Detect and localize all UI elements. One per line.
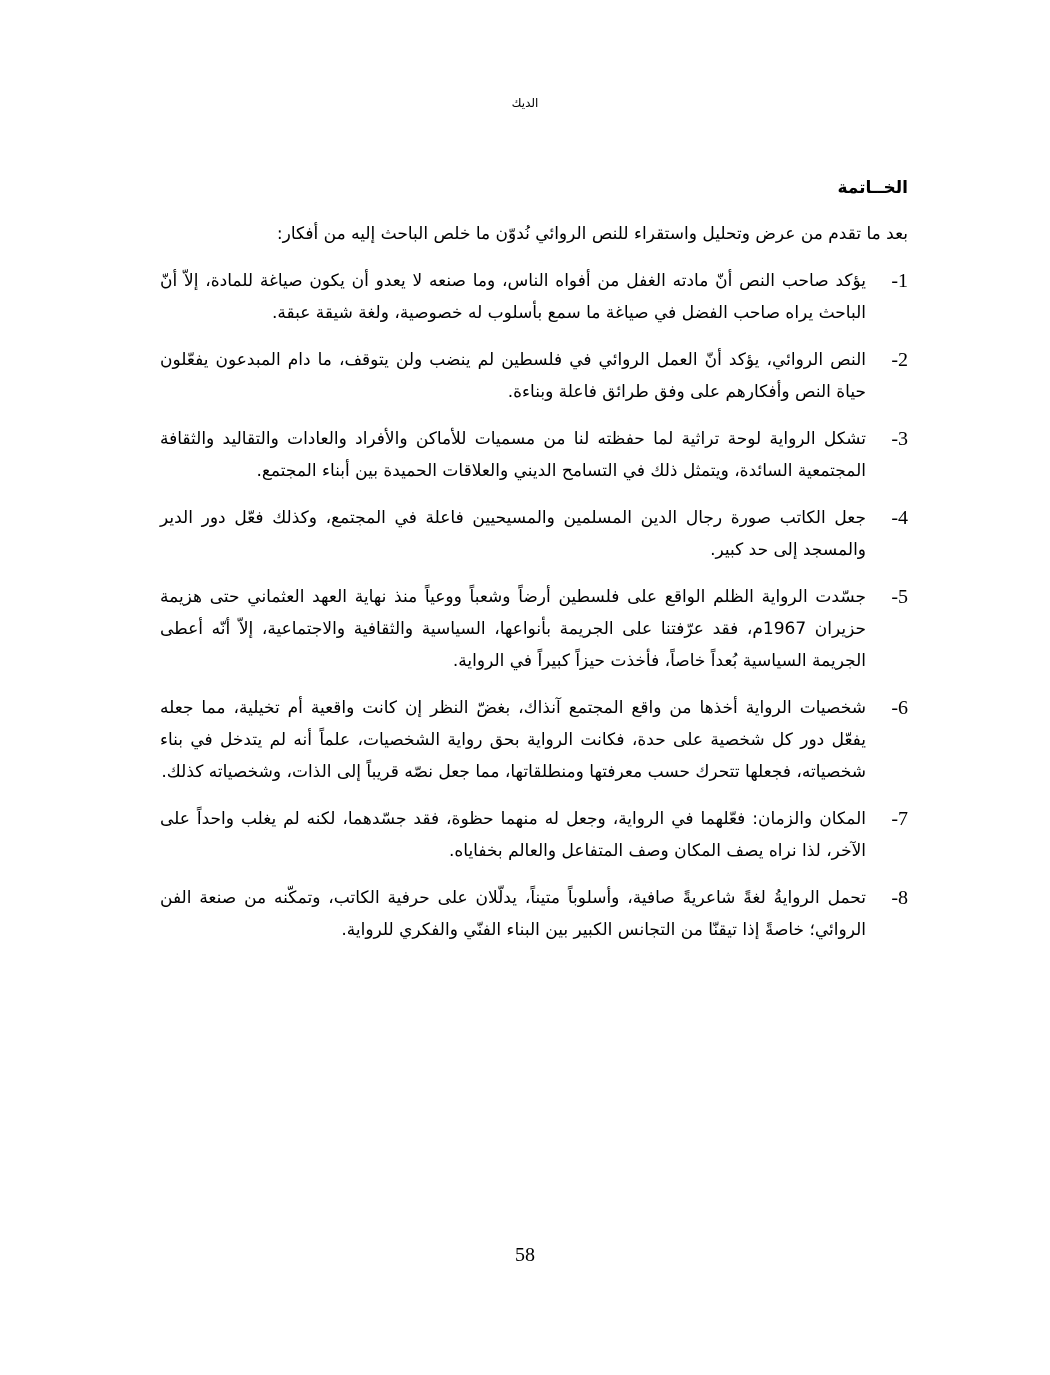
page-content xyxy=(160,176,908,961)
list-item-text: يؤكد صاحب النص أنّ مادته الغفل من أفواه الناس، وما صنعه لا يعدو أن يكون صياغة للمادة، إلاّ أنّ الباحث يراه صاحب الفضل في صياغة ما سمع بأسلوب له خصوصية، ولغة شيقة عبقة. xyxy=(160,271,866,323)
list-item-text: جعل الكاتب صورة رجال الدين المسلمين والمسيحيين فاعلة في المجتمع، وكذلك فعّل دور الدير والمسجد إلى حد كبير. xyxy=(160,508,866,560)
list-item-text: تشكل الرواية لوحة تراثية لما حفظته لنا من مسميات للأماكن والأفراد والعادات والتقاليد والثقافة المجتمعية السائدة، ويتمثل ذلك في التسامح الديني والعلاقات الحميدة بين أبناء المجتمع. xyxy=(160,429,866,481)
page-number: 58 xyxy=(515,1244,535,1266)
running-header: الديك xyxy=(511,96,539,110)
list-item-text: المكان والزمان: فعّلهما في الرواية، وجعل له منهما حظوة، فقد جسّدهما، لكنه لم يغلب واحداً على الآخر، لذا نراه يصف المكان وصف المتفاعل والعالم بخفاياه. xyxy=(160,809,866,861)
section-title: الخــاتمة xyxy=(837,178,908,198)
list-item xyxy=(160,581,908,677)
list-item xyxy=(160,344,908,408)
list-item-number: 7- xyxy=(891,808,908,830)
list-item-text: جسّدت الرواية الظلم الواقع على فلسطين أرضاً وشعباً ووعياً منذ نهاية العهد العثماني حتى هزيمة حزيران 1967م، فقد عرّفتنا على الجريمة بأنواعها، السياسية والثقافية والاجتماعية، إلاّ أنّه أعطى الجريمة السياسية بُعداً خاصاً، فأخذت حيزاً كبيراً في الرواية. xyxy=(160,587,866,671)
list-item-number: 2- xyxy=(891,349,908,371)
list-item xyxy=(160,882,908,946)
list-item-number: 5- xyxy=(891,586,908,608)
list-item xyxy=(160,692,908,788)
list-item-number: 1- xyxy=(891,270,908,292)
list-item-text: النص الروائي، يؤكد أنّ العمل الروائي في فلسطين لم ينضب ولن يتوقف، ما دام المبدعون يفعّلون حياة النص وأفكارهم على وفق طرائق فاعلة وبناءة. xyxy=(160,350,866,402)
list-item-text: شخصيات الرواية أخذها من واقع المجتمع آنذاك، بغضّ النظر إن كانت واقعية أم تخيلية، مما جعله يفعّل دور كل شخصية على حدة، فكانت الرواية بحق رواية الشخصيات، علماً أنه لم يتدخل في بناء شخصياته، فجعلها تتحرك حسب معرفتها ومنطلقاتها، مما جعل نصّه قريباً إلى الذات، وشخصياته كذلك. xyxy=(160,698,866,782)
list-item-number: 4- xyxy=(891,507,908,529)
list-item-text: تحمل الروايةُ لغةً شاعريةً صافية، وأسلوباً متيناً، يدلّلان على حرفية الكاتب، وتمكّنه من صنعة الفن الروائي؛ خاصةً إذا تيقنّا من التجانس الكبير بين البناء الفنّي والفكري للرواية. xyxy=(160,888,866,940)
list-item-number: 6- xyxy=(891,697,908,719)
intro-paragraph: بعد ما تقدم من عرض وتحليل واستقراء للنص الروائي نُدوّن ما خلص الباحث إليه من أفكار: xyxy=(276,224,908,244)
list-item xyxy=(160,502,908,566)
list-item-number: 8- xyxy=(891,887,908,909)
list-item xyxy=(160,803,908,867)
list-item xyxy=(160,265,908,329)
list-item-number: 3- xyxy=(891,428,908,450)
list-item xyxy=(160,423,908,487)
